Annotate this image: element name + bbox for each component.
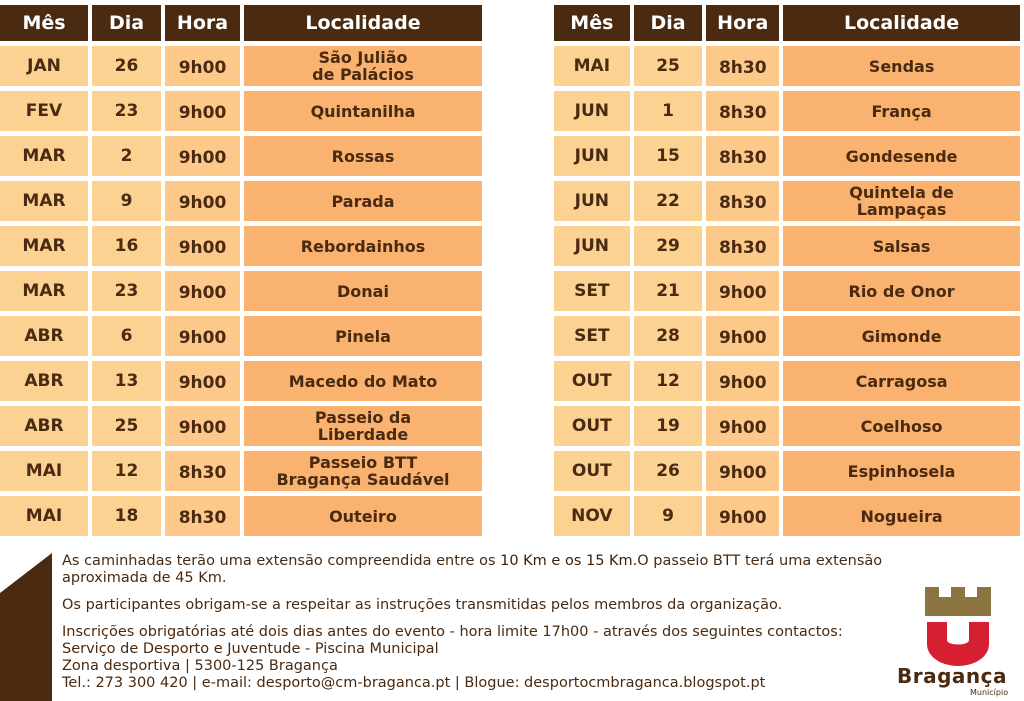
cell-dia: 25 [92,406,161,446]
cell-localidade: São Julião de Palácios [244,46,482,86]
cell-dia: 16 [92,226,161,266]
table-row [554,181,1020,221]
cell-dia: 23 [92,271,161,311]
cell-localidade: Parada [244,181,482,221]
cell-mes: ABR [0,361,88,401]
header-localidade: Localidade [244,5,482,41]
cell-mes: MAR [0,226,88,266]
cell-mes: FEV [0,91,88,131]
cell-localidade: Gondesende [783,136,1020,176]
schedule-rows-left [0,46,482,536]
table-row [0,316,482,356]
note-service: Serviço de Desporto e Juventude - Piscina Municipal [62,641,439,657]
header-hora: Hora [165,5,240,41]
note-extension: As caminhadas terão uma extensão compreendida entre os 10 Km e os 15 Km.O passeio BTT terá uma extensão aproximada de 45 Km. [62,553,883,586]
cell-mes: MAI [0,496,88,536]
cell-mes: MAR [0,136,88,176]
cell-localidade: Rossas [244,136,482,176]
cell-dia: 26 [92,46,161,86]
cell-localidade: Passeio da Liberdade [244,406,482,446]
header-mes: Mês [554,5,630,41]
table-row [0,91,482,131]
cell-hora: 9h00 [706,406,779,446]
cell-mes: JUN [554,181,630,221]
cell-localidade: França [783,91,1020,131]
cell-dia: 6 [92,316,161,356]
table-row [554,451,1020,491]
cell-hora: 9h00 [165,361,240,401]
cell-hora: 8h30 [165,496,240,536]
cell-dia: 26 [634,451,703,491]
schedule-table-left [0,0,486,541]
cell-localidade: Macedo do Mato [244,361,482,401]
cell-dia: 28 [634,316,703,356]
table-row [554,271,1020,311]
cell-dia: 1 [634,91,703,131]
cell-mes: SET [554,316,630,356]
header-localidade: Localidade [783,5,1020,41]
note-extension-range: 10 Km e os 15 Km. [500,553,638,569]
cell-hora: 9h00 [706,361,779,401]
cell-dia: 12 [634,361,703,401]
logo-tower-icon [925,587,991,616]
cell-hora: 9h00 [165,271,240,311]
header-mes: Mês [0,5,88,41]
cell-hora: 8h30 [706,46,779,86]
cell-mes: NOV [554,496,630,536]
cell-dia: 13 [92,361,161,401]
cell-hora: 9h00 [706,496,779,536]
table-row [0,181,482,221]
cell-mes: JUN [554,136,630,176]
table-row [554,361,1020,401]
table-row [554,136,1020,176]
cell-localidade: Nogueira [783,496,1020,536]
header-row [554,5,1020,41]
cell-localidade: Rebordainhos [244,226,482,266]
cell-dia: 22 [634,181,703,221]
cell-dia: 9 [634,496,703,536]
table-row [554,406,1020,446]
cell-mes: JAN [0,46,88,86]
cell-dia: 12 [92,451,161,491]
cell-hora: 9h00 [165,136,240,176]
cell-mes: JUN [554,226,630,266]
note-contacts: Tel.: 273 300 420 | e-mail: desporto@cm-braganca.pt | Blogue: desportocmbraganca.blogspot.pt [62,675,766,691]
cell-mes: OUT [554,451,630,491]
logo-shield-notch [947,622,969,645]
cell-dia: 25 [634,46,703,86]
header-hora: Hora [706,5,779,41]
cell-localidade: Carragosa [783,361,1020,401]
cell-hora: 9h00 [706,271,779,311]
schedule-table-right [550,0,1024,541]
cell-hora: 9h00 [165,181,240,221]
cell-localidade: Rio de Onor [783,271,1020,311]
cell-dia: 9 [92,181,161,221]
table-row [0,451,482,491]
table-row [554,496,1020,536]
cell-hora: 8h30 [706,136,779,176]
cell-mes: SET [554,271,630,311]
logo-subtitle: Município [970,688,1009,697]
footer-notes [62,553,922,692]
cell-hora: 9h00 [706,451,779,491]
cell-dia: 23 [92,91,161,131]
cell-mes: MAI [0,451,88,491]
cell-mes: MAR [0,271,88,311]
cell-mes: MAI [554,46,630,86]
cell-hora: 9h00 [165,406,240,446]
cell-localidade: Gimonde [783,316,1020,356]
cell-localidade: Passeio BTT Bragança Saudável [244,451,482,491]
note-rules: Os participantes obrigam-se a respeitar as instruções transmitidas pelos membros da organização. [62,597,783,613]
cell-hora: 8h30 [165,451,240,491]
cell-localidade: Quintela de Lampaças [783,181,1020,221]
cell-mes: ABR [0,316,88,356]
table-row [0,271,482,311]
note-address: Zona desportiva | 5300-125 Bragança [62,658,338,674]
cell-hora: 9h00 [165,226,240,266]
cell-mes: JUN [554,91,630,131]
cell-dia: 29 [634,226,703,266]
cell-hora: 9h00 [165,46,240,86]
table-row [0,361,482,401]
cell-hora: 9h00 [165,91,240,131]
cell-localidade: Quintanilha [244,91,482,131]
cell-localidade: Coelhoso [783,406,1020,446]
table-row [0,46,482,86]
note-registration: Inscrições obrigatórias até dois dias antes do evento - hora limite 17h00 - através dos seguintes contactos: [62,624,843,640]
header-dia: Dia [92,5,161,41]
table-row [0,136,482,176]
cell-dia: 19 [634,406,703,446]
cell-localidade: Espinhosela [783,451,1020,491]
cell-hora: 8h30 [706,181,779,221]
cell-mes: OUT [554,406,630,446]
header-dia: Dia [634,5,703,41]
table-row [0,496,482,536]
cell-localidade: Salsas [783,226,1020,266]
table-row [0,226,482,266]
cell-mes: MAR [0,181,88,221]
table-row [554,226,1020,266]
cell-hora: 8h30 [706,91,779,131]
table-row [554,316,1020,356]
cell-dia: 15 [634,136,703,176]
table-row [0,406,482,446]
cell-hora: 8h30 [706,226,779,266]
cell-mes: OUT [554,361,630,401]
cell-localidade: Donai [244,271,482,311]
cell-hora: 9h00 [165,316,240,356]
footer-accent-notch [0,553,52,593]
cell-localidade: Pinela [244,316,482,356]
cell-localidade: Outeiro [244,496,482,536]
cell-dia: 2 [92,136,161,176]
table-row [554,91,1020,131]
header-row [0,5,482,41]
cell-dia: 21 [634,271,703,311]
table-row [554,46,1020,86]
logo-name: Bragança [897,664,1008,688]
cell-mes: ABR [0,406,88,446]
schedule-rows-right [554,46,1020,536]
cell-hora: 9h00 [706,316,779,356]
cell-localidade: Sendas [783,46,1020,86]
cell-dia: 18 [92,496,161,536]
